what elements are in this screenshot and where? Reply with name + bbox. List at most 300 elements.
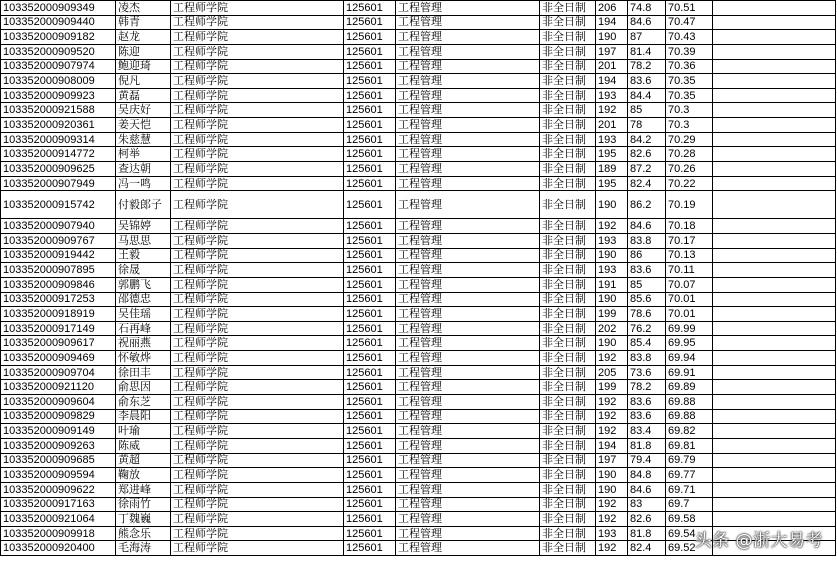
cell-exam-score: 194 [596,15,628,30]
cell-name: 李晨阳 [116,409,171,424]
cell-total-score: 70.19 [666,191,713,219]
cell-name: 付毅郎子 [116,191,171,219]
cell-major-code: 125601 [344,59,396,74]
cell-major: 工程管理 [396,248,540,263]
cell-name: 赵龙 [116,30,171,45]
cell-major-code: 125601 [344,277,396,292]
cell-school: 工程师学院 [171,44,344,59]
cell-school: 工程师学院 [171,1,344,16]
cell-exam-score: 192 [596,541,628,556]
cell-total-score: 70.01 [666,307,713,322]
cell-name: 黄超 [116,453,171,468]
cell-candidate-id: 103352000909594 [1,468,116,483]
cell-interview-score: 82.4 [628,176,666,191]
cell-total-score: 69.81 [666,438,713,453]
cell-major-code: 125601 [344,453,396,468]
cell-major: 工程管理 [396,468,540,483]
cell-study-mode: 非全日制 [540,44,596,59]
cell-candidate-id: 103352000917253 [1,292,116,307]
cell-exam-score: 192 [596,351,628,366]
cell-school: 工程师学院 [171,453,344,468]
cell-total-score: 69.82 [666,424,713,439]
cell-candidate-id: 103352000921588 [1,103,116,118]
cell-major-code: 125601 [344,395,396,410]
cell-empty [713,147,836,162]
cell-exam-score: 193 [596,88,628,103]
table-row [1,15,836,30]
cell-empty [713,162,836,177]
cell-major: 工程管理 [396,44,540,59]
cell-exam-score: 195 [596,147,628,162]
cell-name: 凌杰 [116,1,171,16]
cell-total-score: 70.26 [666,162,713,177]
cell-total-score: 69.89 [666,380,713,395]
cell-candidate-id: 103352000909469 [1,351,116,366]
cell-exam-score: 201 [596,59,628,74]
cell-study-mode: 非全日制 [540,88,596,103]
cell-interview-score: 83.6 [628,395,666,410]
cell-school: 工程师学院 [171,277,344,292]
cell-candidate-id: 103352000909314 [1,132,116,147]
cell-school: 工程师学院 [171,74,344,89]
cell-school: 工程师学院 [171,541,344,556]
table-row [1,424,836,439]
cell-interview-score: 81.8 [628,526,666,541]
cell-major: 工程管理 [396,497,540,512]
cell-name: 徐晟 [116,263,171,278]
cell-study-mode: 非全日制 [540,263,596,278]
cell-major: 工程管理 [396,88,540,103]
cell-study-mode: 非全日制 [540,497,596,512]
cell-exam-score: 192 [596,409,628,424]
cell-major: 工程管理 [396,277,540,292]
table-row [1,351,836,366]
table-row [1,103,836,118]
cell-major-code: 125601 [344,351,396,366]
cell-major: 工程管理 [396,59,540,74]
cell-candidate-id: 103352000907940 [1,219,116,234]
table-row [1,380,836,395]
cell-empty [713,468,836,483]
cell-study-mode: 非全日制 [540,59,596,74]
cell-interview-score: 84.6 [628,219,666,234]
cell-exam-score: 205 [596,365,628,380]
cell-empty [713,263,836,278]
cell-empty [713,292,836,307]
cell-name: 鲍迎琦 [116,59,171,74]
cell-total-score: 70.29 [666,132,713,147]
cell-empty [713,380,836,395]
cell-candidate-id: 103352000914772 [1,147,116,162]
cell-empty [713,30,836,45]
cell-total-score: 69.88 [666,409,713,424]
cell-candidate-id: 103352000919442 [1,248,116,263]
cell-total-score: 69.88 [666,395,713,410]
cell-interview-score: 74.8 [628,1,666,16]
cell-candidate-id: 103352000921120 [1,380,116,395]
cell-candidate-id: 103352000909829 [1,409,116,424]
cell-study-mode: 非全日制 [540,277,596,292]
cell-empty [713,365,836,380]
cell-major: 工程管理 [396,365,540,380]
cell-candidate-id: 103352000915742 [1,191,116,219]
cell-exam-score: 202 [596,321,628,336]
cell-exam-score: 193 [596,263,628,278]
cell-exam-score: 197 [596,453,628,468]
cell-candidate-id: 103352000909263 [1,438,116,453]
cell-study-mode: 非全日制 [540,162,596,177]
cell-major-code: 125601 [344,365,396,380]
cell-interview-score: 83.6 [628,74,666,89]
cell-major: 工程管理 [396,453,540,468]
cell-school: 工程师学院 [171,482,344,497]
cell-major-code: 125601 [344,468,396,483]
cell-empty [713,118,836,133]
cell-major-code: 125601 [344,482,396,497]
cell-interview-score: 78.2 [628,380,666,395]
table-row [1,395,836,410]
cell-candidate-id: 103352000909923 [1,88,116,103]
cell-interview-score: 73.6 [628,365,666,380]
cell-major: 工程管理 [396,292,540,307]
cell-study-mode: 非全日制 [540,424,596,439]
cell-candidate-id: 103352000909349 [1,1,116,16]
cell-candidate-id: 103352000909846 [1,277,116,292]
cell-school: 工程师学院 [171,30,344,45]
cell-exam-score: 192 [596,103,628,118]
cell-name: 吴庆好 [116,103,171,118]
cell-name: 徐田丰 [116,365,171,380]
cell-school: 工程师学院 [171,365,344,380]
cell-study-mode: 非全日制 [540,321,596,336]
cell-interview-score: 76.2 [628,321,666,336]
cell-interview-score: 78.2 [628,59,666,74]
cell-school: 工程师学院 [171,248,344,263]
cell-name: 王毅 [116,248,171,263]
cell-exam-score: 193 [596,132,628,147]
cell-total-score: 70.39 [666,44,713,59]
cell-exam-score: 199 [596,380,628,395]
cell-total-score: 70.11 [666,263,713,278]
cell-school: 工程师学院 [171,233,344,248]
table-row [1,219,836,234]
cell-school: 工程师学院 [171,176,344,191]
cell-study-mode: 非全日制 [540,541,596,556]
cell-exam-score: 190 [596,191,628,219]
cell-candidate-id: 103352000909918 [1,526,116,541]
table-row [1,147,836,162]
cell-empty [713,74,836,89]
cell-name: 陈威 [116,438,171,453]
cell-name: 叶瑜 [116,424,171,439]
cell-study-mode: 非全日制 [540,219,596,234]
cell-interview-score: 82.6 [628,147,666,162]
cell-total-score: 69.91 [666,365,713,380]
cell-school: 工程师学院 [171,132,344,147]
cell-study-mode: 非全日制 [540,248,596,263]
cell-total-score: 70.3 [666,103,713,118]
cell-interview-score: 84.6 [628,15,666,30]
cell-major: 工程管理 [396,512,540,527]
cell-major-code: 125601 [344,30,396,45]
cell-interview-score: 79.4 [628,453,666,468]
cell-candidate-id: 103352000909685 [1,453,116,468]
cell-candidate-id: 103352000909767 [1,233,116,248]
cell-study-mode: 非全日制 [540,74,596,89]
cell-major: 工程管理 [396,351,540,366]
table-row [1,1,836,16]
cell-study-mode: 非全日制 [540,365,596,380]
table-row [1,233,836,248]
cell-total-score: 69.94 [666,351,713,366]
table-row [1,453,836,468]
cell-total-score: 70.18 [666,219,713,234]
cell-major-code: 125601 [344,103,396,118]
cell-interview-score: 87.2 [628,162,666,177]
cell-school: 工程师学院 [171,162,344,177]
cell-exam-score: 192 [596,424,628,439]
cell-school: 工程师学院 [171,147,344,162]
cell-exam-score: 199 [596,307,628,322]
cell-exam-score: 190 [596,482,628,497]
cell-name: 郑进峰 [116,482,171,497]
cell-name: 陈迎 [116,44,171,59]
table-row [1,409,836,424]
cell-total-score: 70.36 [666,59,713,74]
cell-interview-score: 84.8 [628,468,666,483]
cell-school: 工程师学院 [171,321,344,336]
cell-major: 工程管理 [396,15,540,30]
cell-exam-score: 190 [596,336,628,351]
cell-interview-score: 85 [628,103,666,118]
cell-major: 工程管理 [396,147,540,162]
cell-name: 鞠放 [116,468,171,483]
cell-name: 吴锦婷 [116,219,171,234]
cell-study-mode: 非全日制 [540,132,596,147]
cell-school: 工程师学院 [171,438,344,453]
cell-school: 工程师学院 [171,351,344,366]
table-row [1,468,836,483]
cell-empty [713,248,836,263]
cell-interview-score: 84.2 [628,132,666,147]
cell-major: 工程管理 [396,233,540,248]
cell-candidate-id: 103352000909440 [1,15,116,30]
cell-interview-score: 82.4 [628,541,666,556]
table-row [1,88,836,103]
cell-total-score: 70.51 [666,1,713,16]
cell-name: 俞东芝 [116,395,171,410]
table-row [1,277,836,292]
cell-exam-score: 194 [596,74,628,89]
cell-study-mode: 非全日制 [540,30,596,45]
table-row [1,176,836,191]
cell-candidate-id: 103352000921064 [1,512,116,527]
cell-major-code: 125601 [344,424,396,439]
cell-study-mode: 非全日制 [540,307,596,322]
cell-study-mode: 非全日制 [540,351,596,366]
cell-interview-score: 83.6 [628,263,666,278]
cell-major: 工程管理 [396,482,540,497]
cell-total-score: 70.43 [666,30,713,45]
cell-name: 丁魏巍 [116,512,171,527]
cell-exam-score: 192 [596,512,628,527]
cell-candidate-id: 103352000909149 [1,424,116,439]
cell-name: 邵德忠 [116,292,171,307]
cell-study-mode: 非全日制 [540,409,596,424]
cell-school: 工程师学院 [171,15,344,30]
cell-exam-score: 192 [596,395,628,410]
cell-study-mode: 非全日制 [540,438,596,453]
cell-empty [713,512,836,527]
cell-study-mode: 非全日制 [540,1,596,16]
cell-name: 倪凡 [116,74,171,89]
cell-candidate-id: 103352000907974 [1,59,116,74]
cell-major: 工程管理 [396,263,540,278]
cell-name: 朱慈慧 [116,132,171,147]
cell-study-mode: 非全日制 [540,512,596,527]
cell-study-mode: 非全日制 [540,176,596,191]
cell-major-code: 125601 [344,88,396,103]
table-row [1,44,836,59]
table-row [1,191,836,219]
table-row [1,336,836,351]
cell-major: 工程管理 [396,307,540,322]
table-row [1,482,836,497]
cell-interview-score: 78.6 [628,307,666,322]
cell-school: 工程师学院 [171,409,344,424]
cell-major-code: 125601 [344,147,396,162]
cell-major-code: 125601 [344,263,396,278]
cell-major: 工程管理 [396,219,540,234]
cell-exam-score: 201 [596,118,628,133]
cell-candidate-id: 103352000909182 [1,30,116,45]
cell-school: 工程师学院 [171,468,344,483]
cell-interview-score: 81.8 [628,438,666,453]
table-row [1,497,836,512]
cell-major-code: 125601 [344,321,396,336]
cell-exam-score: 190 [596,30,628,45]
cell-interview-score: 83.8 [628,351,666,366]
cell-candidate-id: 103352000909625 [1,162,116,177]
cell-name: 查达朝 [116,162,171,177]
cell-major: 工程管理 [396,395,540,410]
cell-interview-score: 82.6 [628,512,666,527]
table-row [1,30,836,45]
cell-total-score: 70.22 [666,176,713,191]
cell-major-code: 125601 [344,512,396,527]
cell-empty [713,233,836,248]
cell-empty [713,395,836,410]
cell-name: 毛海涛 [116,541,171,556]
cell-exam-score: 193 [596,526,628,541]
cell-school: 工程师学院 [171,497,344,512]
cell-major-code: 125601 [344,292,396,307]
cell-major: 工程管理 [396,541,540,556]
cell-empty [713,424,836,439]
cell-name: 黄磊 [116,88,171,103]
cell-total-score: 69.79 [666,453,713,468]
cell-empty [713,307,836,322]
cell-study-mode: 非全日制 [540,15,596,30]
cell-study-mode: 非全日制 [540,191,596,219]
cell-empty [713,336,836,351]
cell-major-code: 125601 [344,219,396,234]
cell-empty [713,482,836,497]
cell-name: 熊念乐 [116,526,171,541]
cell-study-mode: 非全日制 [540,118,596,133]
cell-empty [713,103,836,118]
cell-candidate-id: 103352000920361 [1,118,116,133]
table-row [1,263,836,278]
table-row [1,74,836,89]
cell-candidate-id: 103352000917163 [1,497,116,512]
cell-candidate-id: 103352000909520 [1,44,116,59]
cell-school: 工程师学院 [171,380,344,395]
cell-exam-score: 195 [596,176,628,191]
table-row [1,365,836,380]
cell-exam-score: 189 [596,162,628,177]
cell-interview-score: 87 [628,30,666,45]
cell-major-code: 125601 [344,497,396,512]
cell-empty [713,453,836,468]
cell-candidate-id: 103352000907895 [1,263,116,278]
cell-exam-score: 194 [596,438,628,453]
cell-candidate-id: 103352000908009 [1,74,116,89]
cell-major: 工程管理 [396,409,540,424]
cell-interview-score: 86.2 [628,191,666,219]
cell-study-mode: 非全日制 [540,526,596,541]
cell-major: 工程管理 [396,103,540,118]
cell-interview-score: 85.4 [628,336,666,351]
cell-candidate-id: 103352000917149 [1,321,116,336]
cell-major-code: 125601 [344,336,396,351]
table-row [1,307,836,322]
cell-name: 祝丽燕 [116,336,171,351]
cell-major-code: 125601 [344,118,396,133]
cell-name: 韩青 [116,15,171,30]
cell-total-score: 69.58 [666,512,713,527]
cell-exam-score: 191 [596,277,628,292]
table-row [1,162,836,177]
cell-total-score: 70.35 [666,88,713,103]
cell-interview-score: 83.8 [628,233,666,248]
cell-interview-score: 84.6 [628,482,666,497]
cell-candidate-id: 103352000909617 [1,336,116,351]
cell-major: 工程管理 [396,74,540,89]
cell-exam-score: 190 [596,248,628,263]
cell-school: 工程师学院 [171,512,344,527]
cell-name: 吴佳瑶 [116,307,171,322]
cell-total-score: 69.71 [666,482,713,497]
cell-major-code: 125601 [344,1,396,16]
table-row [1,132,836,147]
cell-school: 工程师学院 [171,395,344,410]
cell-study-mode: 非全日制 [540,453,596,468]
table-row [1,118,836,133]
cell-interview-score: 85.6 [628,292,666,307]
cell-name: 俞思因 [116,380,171,395]
cell-total-score: 69.77 [666,468,713,483]
cell-total-score: 70.28 [666,147,713,162]
cell-major-code: 125601 [344,176,396,191]
cell-major: 工程管理 [396,321,540,336]
cell-school: 工程师学院 [171,526,344,541]
cell-major: 工程管理 [396,380,540,395]
cell-major: 工程管理 [396,526,540,541]
cell-school: 工程师学院 [171,307,344,322]
cell-major-code: 125601 [344,380,396,395]
cell-major: 工程管理 [396,30,540,45]
